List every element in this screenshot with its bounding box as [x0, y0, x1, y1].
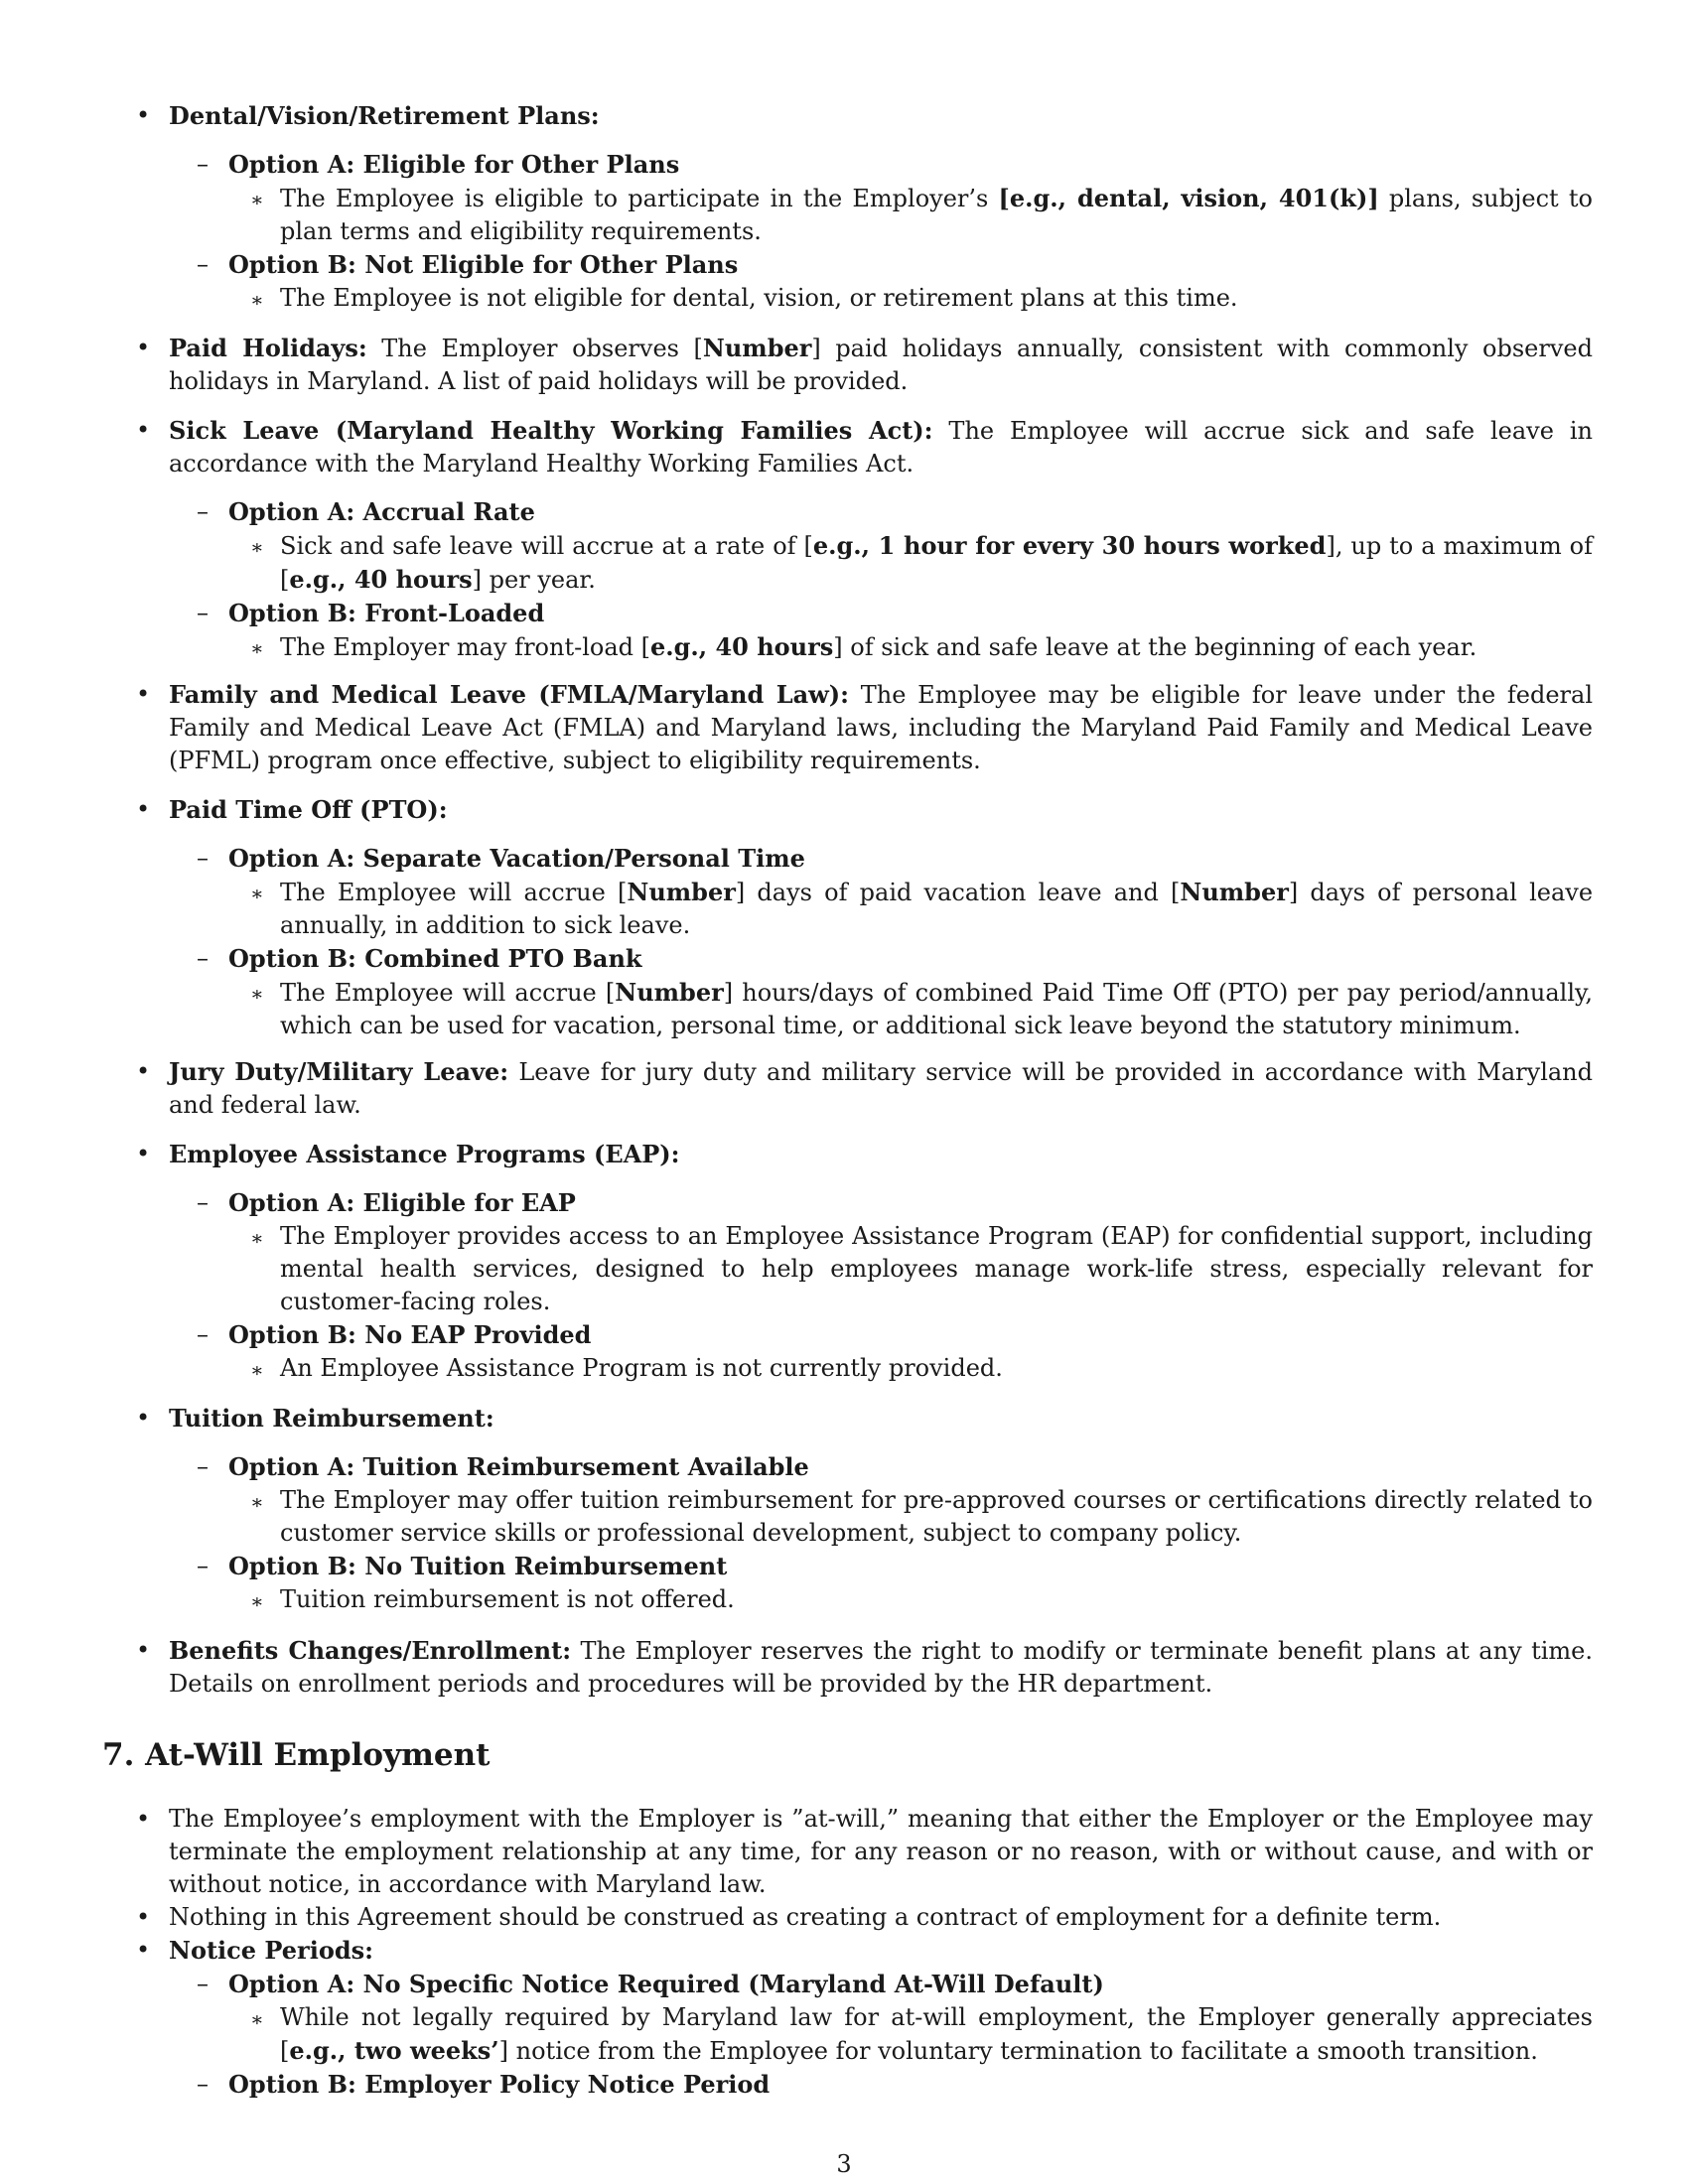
- benefit-changes-enrollment: [0, 1634, 1688, 1701]
- bullet-marker: •: [136, 680, 151, 708]
- option-a-detail: [0, 876, 1688, 942]
- text: The Employee will accrue sick and safe leave in accordance with the Maryland Healthy Working Families Act.: [169, 417, 1593, 478]
- bullet-item: [0, 1055, 1688, 1122]
- text: Sick and safe leave will accrue at a rate of [: [280, 532, 813, 560]
- option-b: [0, 1550, 1688, 1583]
- benefit-jury-military: [0, 1055, 1688, 1122]
- bullet-item: [0, 414, 1688, 480]
- option-b: [0, 2068, 1688, 2102]
- page-number: 3: [836, 2150, 852, 2178]
- dash-marker: –: [197, 944, 209, 972]
- dash-marker: –: [197, 1320, 209, 1348]
- placeholder: Number: [627, 878, 736, 906]
- text: The Employer reserves the right to modify or terminate benefit plans at any time. Details on enrollment periods and procedures will be provided by the HR department.: [169, 1637, 1593, 1698]
- text: The Employee is not eligible for dental, vision, or retirement plans at this time.: [280, 284, 1238, 312]
- section-7-body: [0, 1803, 1688, 2102]
- bullet-item: [0, 793, 1688, 827]
- option-a-detail: [0, 529, 1688, 597]
- option-title: Option A: Separate Vacation/Personal Time: [228, 844, 805, 873]
- option-title: Option A: No Specific Notice Required (Maryland At-Will Default): [228, 1970, 1104, 1998]
- text: The Employee may be eligible for leave under the federal Family and Medical Leave Act (FMLA) and Maryland laws, including the Maryland Paid Family and Medical Leave (PFML) program once effective, subject to eligibility requirements.: [169, 681, 1593, 774]
- option-b: [0, 248, 1688, 282]
- benefit-paid-holidays: [0, 332, 1688, 398]
- text: ] days of personal leave annually, in addition to sick leave.: [280, 879, 1594, 939]
- text: Nothing in this Agreement should be construed as creating a contract of employment for a definite term.: [169, 1903, 1442, 1931]
- star-marker: ∗: [250, 2007, 264, 2031]
- bullet-item: [0, 1634, 1688, 1701]
- option-a-detail: [0, 2001, 1688, 2068]
- bullet-item: [0, 1803, 1688, 1901]
- option-b: [0, 597, 1688, 630]
- option-a: [0, 495, 1688, 529]
- option-a-detail: [0, 182, 1688, 248]
- item-title: Paid Time Off (PTO):: [169, 795, 448, 824]
- star-marker: ∗: [250, 1226, 264, 1250]
- option-title: Option A: Eligible for Other Plans: [228, 150, 680, 179]
- option-a: [0, 148, 1688, 182]
- star-marker: ∗: [250, 982, 264, 1006]
- bullet-marker: •: [136, 416, 151, 444]
- item-title: Paid Holidays:: [169, 334, 367, 362]
- item-title: Jury Duty/Military Leave:: [169, 1057, 509, 1086]
- option-title: Option A: Accrual Rate: [228, 497, 535, 526]
- text: Tuition reimbursement is not offered.: [280, 1585, 735, 1613]
- text: ] hours/days of combined Paid Time Off (PTO) per pay period/annually, which can be used for vacation, personal time, or additional sick leave beyond the statutory minimum.: [280, 979, 1594, 1039]
- option-a-detail: [0, 1220, 1688, 1318]
- text: ] paid holidays annually, consistent with commonly observed holidays in Maryland. A list of paid holidays will be provided.: [169, 335, 1593, 395]
- text: ] per year.: [472, 566, 596, 594]
- text: ] of sick and safe leave at the beginning of each year.: [833, 633, 1477, 661]
- placeholder: [e.g., dental, vision, 401(k)]: [998, 184, 1379, 212]
- option-a-detail: [0, 1484, 1688, 1550]
- text: The Employer may front-load [: [280, 633, 650, 661]
- bullet-marker: •: [136, 1636, 151, 1664]
- star-marker: ∗: [250, 288, 264, 312]
- bullet-marker: •: [136, 334, 151, 361]
- option-title: Option B: Employer Policy Notice Period: [228, 2070, 771, 2099]
- placeholder: Number: [615, 978, 724, 1007]
- placeholder: e.g., 40 hours: [289, 565, 473, 594]
- bullet-item: [0, 332, 1688, 398]
- star-marker: ∗: [250, 1358, 264, 1382]
- option-title: Option B: Combined PTO Bank: [228, 944, 642, 973]
- dash-marker: –: [197, 2070, 209, 2098]
- text: The Employee will accrue [: [280, 979, 616, 1007]
- text: An Employee Assistance Program is not currently provided.: [280, 1354, 1003, 1382]
- option-title: Option B: No Tuition Reimbursement: [228, 1552, 728, 1580]
- bullet-marker: •: [136, 1140, 151, 1167]
- bullet-marker: •: [136, 101, 151, 129]
- option-a: [0, 842, 1688, 876]
- bullet-marker: •: [136, 1936, 151, 1964]
- dash-marker: –: [197, 1452, 209, 1480]
- option-a: [0, 1186, 1688, 1220]
- placeholder: e.g., two weeks’: [289, 2036, 499, 2065]
- text: plans, subject to plan terms and eligibility requirements.: [280, 185, 1593, 245]
- bullet-marker: •: [136, 795, 151, 823]
- dash-marker: –: [197, 150, 209, 178]
- bullet-item: [0, 99, 1688, 133]
- option-b-detail: [0, 630, 1688, 664]
- bullet-item: [0, 678, 1688, 777]
- placeholder: e.g., 40 hours: [649, 632, 834, 661]
- star-marker: ∗: [250, 535, 264, 559]
- bullet-item: [0, 1934, 1688, 1968]
- star-marker: ∗: [250, 1589, 264, 1613]
- text: While not legally required by Maryland law for at-will employment, the Employer generally appreciates [: [280, 2003, 1593, 2065]
- dash-marker: –: [197, 1970, 209, 1997]
- bullet-marker: •: [136, 1057, 151, 1085]
- bullet-item: [0, 1138, 1688, 1171]
- star-marker: ∗: [250, 882, 264, 905]
- text: ] notice from the Employee for voluntary termination to facilitate a smooth transition.: [498, 2037, 1538, 2065]
- option-title: Option A: Eligible for EAP: [228, 1188, 576, 1217]
- section-heading: 7. At-Will Employment: [102, 1737, 491, 1773]
- option-b-detail: [0, 1352, 1688, 1385]
- benefit-tuition: [0, 1402, 1688, 1616]
- item-title: Family and Medical Leave (FMLA/Maryland Law):: [169, 680, 850, 709]
- bullet-marker: •: [136, 1805, 151, 1833]
- dash-marker: –: [197, 250, 209, 278]
- option-b: [0, 942, 1688, 976]
- placeholder: Number: [1180, 878, 1289, 906]
- option-title: Option B: Front-Loaded: [228, 599, 545, 627]
- text: The Employer provides access to an Employee Assistance Program (EAP) for confidential support, including mental health services, designed to help employees manage work-life stress, especially relevant for customer-facing roles.: [280, 1222, 1593, 1315]
- text: ] days of paid vacation leave and [: [735, 879, 1181, 906]
- item-title: Dental/Vision/Retirement Plans:: [169, 101, 600, 130]
- option-b-detail: [0, 976, 1688, 1042]
- option-title: Option B: Not Eligible for Other Plans: [228, 250, 739, 279]
- placeholder: Number: [702, 334, 812, 362]
- item-title: Employee Assistance Programs (EAP):: [169, 1140, 680, 1168]
- text: The Employee is eligible to participate in the Employer’s: [280, 185, 999, 212]
- dash-marker: –: [197, 497, 209, 525]
- placeholder: e.g., 1 hour for every 30 hours worked: [812, 531, 1327, 560]
- option-title: Option B: No EAP Provided: [228, 1320, 592, 1349]
- option-b-detail: [0, 282, 1688, 315]
- item-title: Sick Leave (Maryland Healthy Working Families Act):: [169, 416, 933, 445]
- star-marker: ∗: [250, 188, 264, 211]
- text: The Employer may offer tuition reimbursement for pre-approved courses or certifications directly related to customer service skills or professional development, subject to company policy.: [280, 1486, 1593, 1547]
- text: ], up to a maximum of [: [280, 532, 1593, 594]
- star-marker: ∗: [250, 1490, 264, 1514]
- text: Leave for jury duty and military service will be provided in accordance with Maryland and federal law.: [169, 1058, 1594, 1119]
- bullet-marker: •: [136, 1903, 151, 1931]
- star-marker: ∗: [250, 636, 264, 660]
- option-b-detail: [0, 1583, 1688, 1616]
- dash-marker: –: [197, 1552, 209, 1579]
- option-b: [0, 1318, 1688, 1352]
- option-a: [0, 1450, 1688, 1484]
- text: The Employee’s employment with the Employer is ”at-will,” meaning that either the Employer or the Employee may terminate the employment relationship at any time, for any reason or no reason, with or without cause, and with or without notice, in accordance with Maryland law.: [169, 1805, 1593, 1898]
- benefit-dental-vision-retirement: [0, 99, 1688, 315]
- benefit-fmla: [0, 678, 1688, 777]
- dash-marker: –: [197, 844, 209, 872]
- text: The Employer observes [: [366, 335, 703, 362]
- text: The Employee will accrue [: [280, 879, 628, 906]
- item-title: Notice Periods:: [169, 1936, 373, 1965]
- bullet-marker: •: [136, 1404, 151, 1432]
- item-title: Tuition Reimbursement:: [169, 1404, 494, 1433]
- option-title: Option A: Tuition Reimbursement Available: [228, 1452, 809, 1481]
- dash-marker: –: [197, 1188, 209, 1216]
- benefit-eap: [0, 1138, 1688, 1385]
- dash-marker: –: [197, 599, 209, 626]
- bullet-item: [0, 1901, 1688, 1934]
- bullet-item: [0, 1402, 1688, 1435]
- benefit-sick-leave: [0, 414, 1688, 664]
- benefit-pto: [0, 793, 1688, 1042]
- item-title: Benefits Changes/Enrollment:: [169, 1636, 572, 1665]
- option-a: [0, 1968, 1688, 2001]
